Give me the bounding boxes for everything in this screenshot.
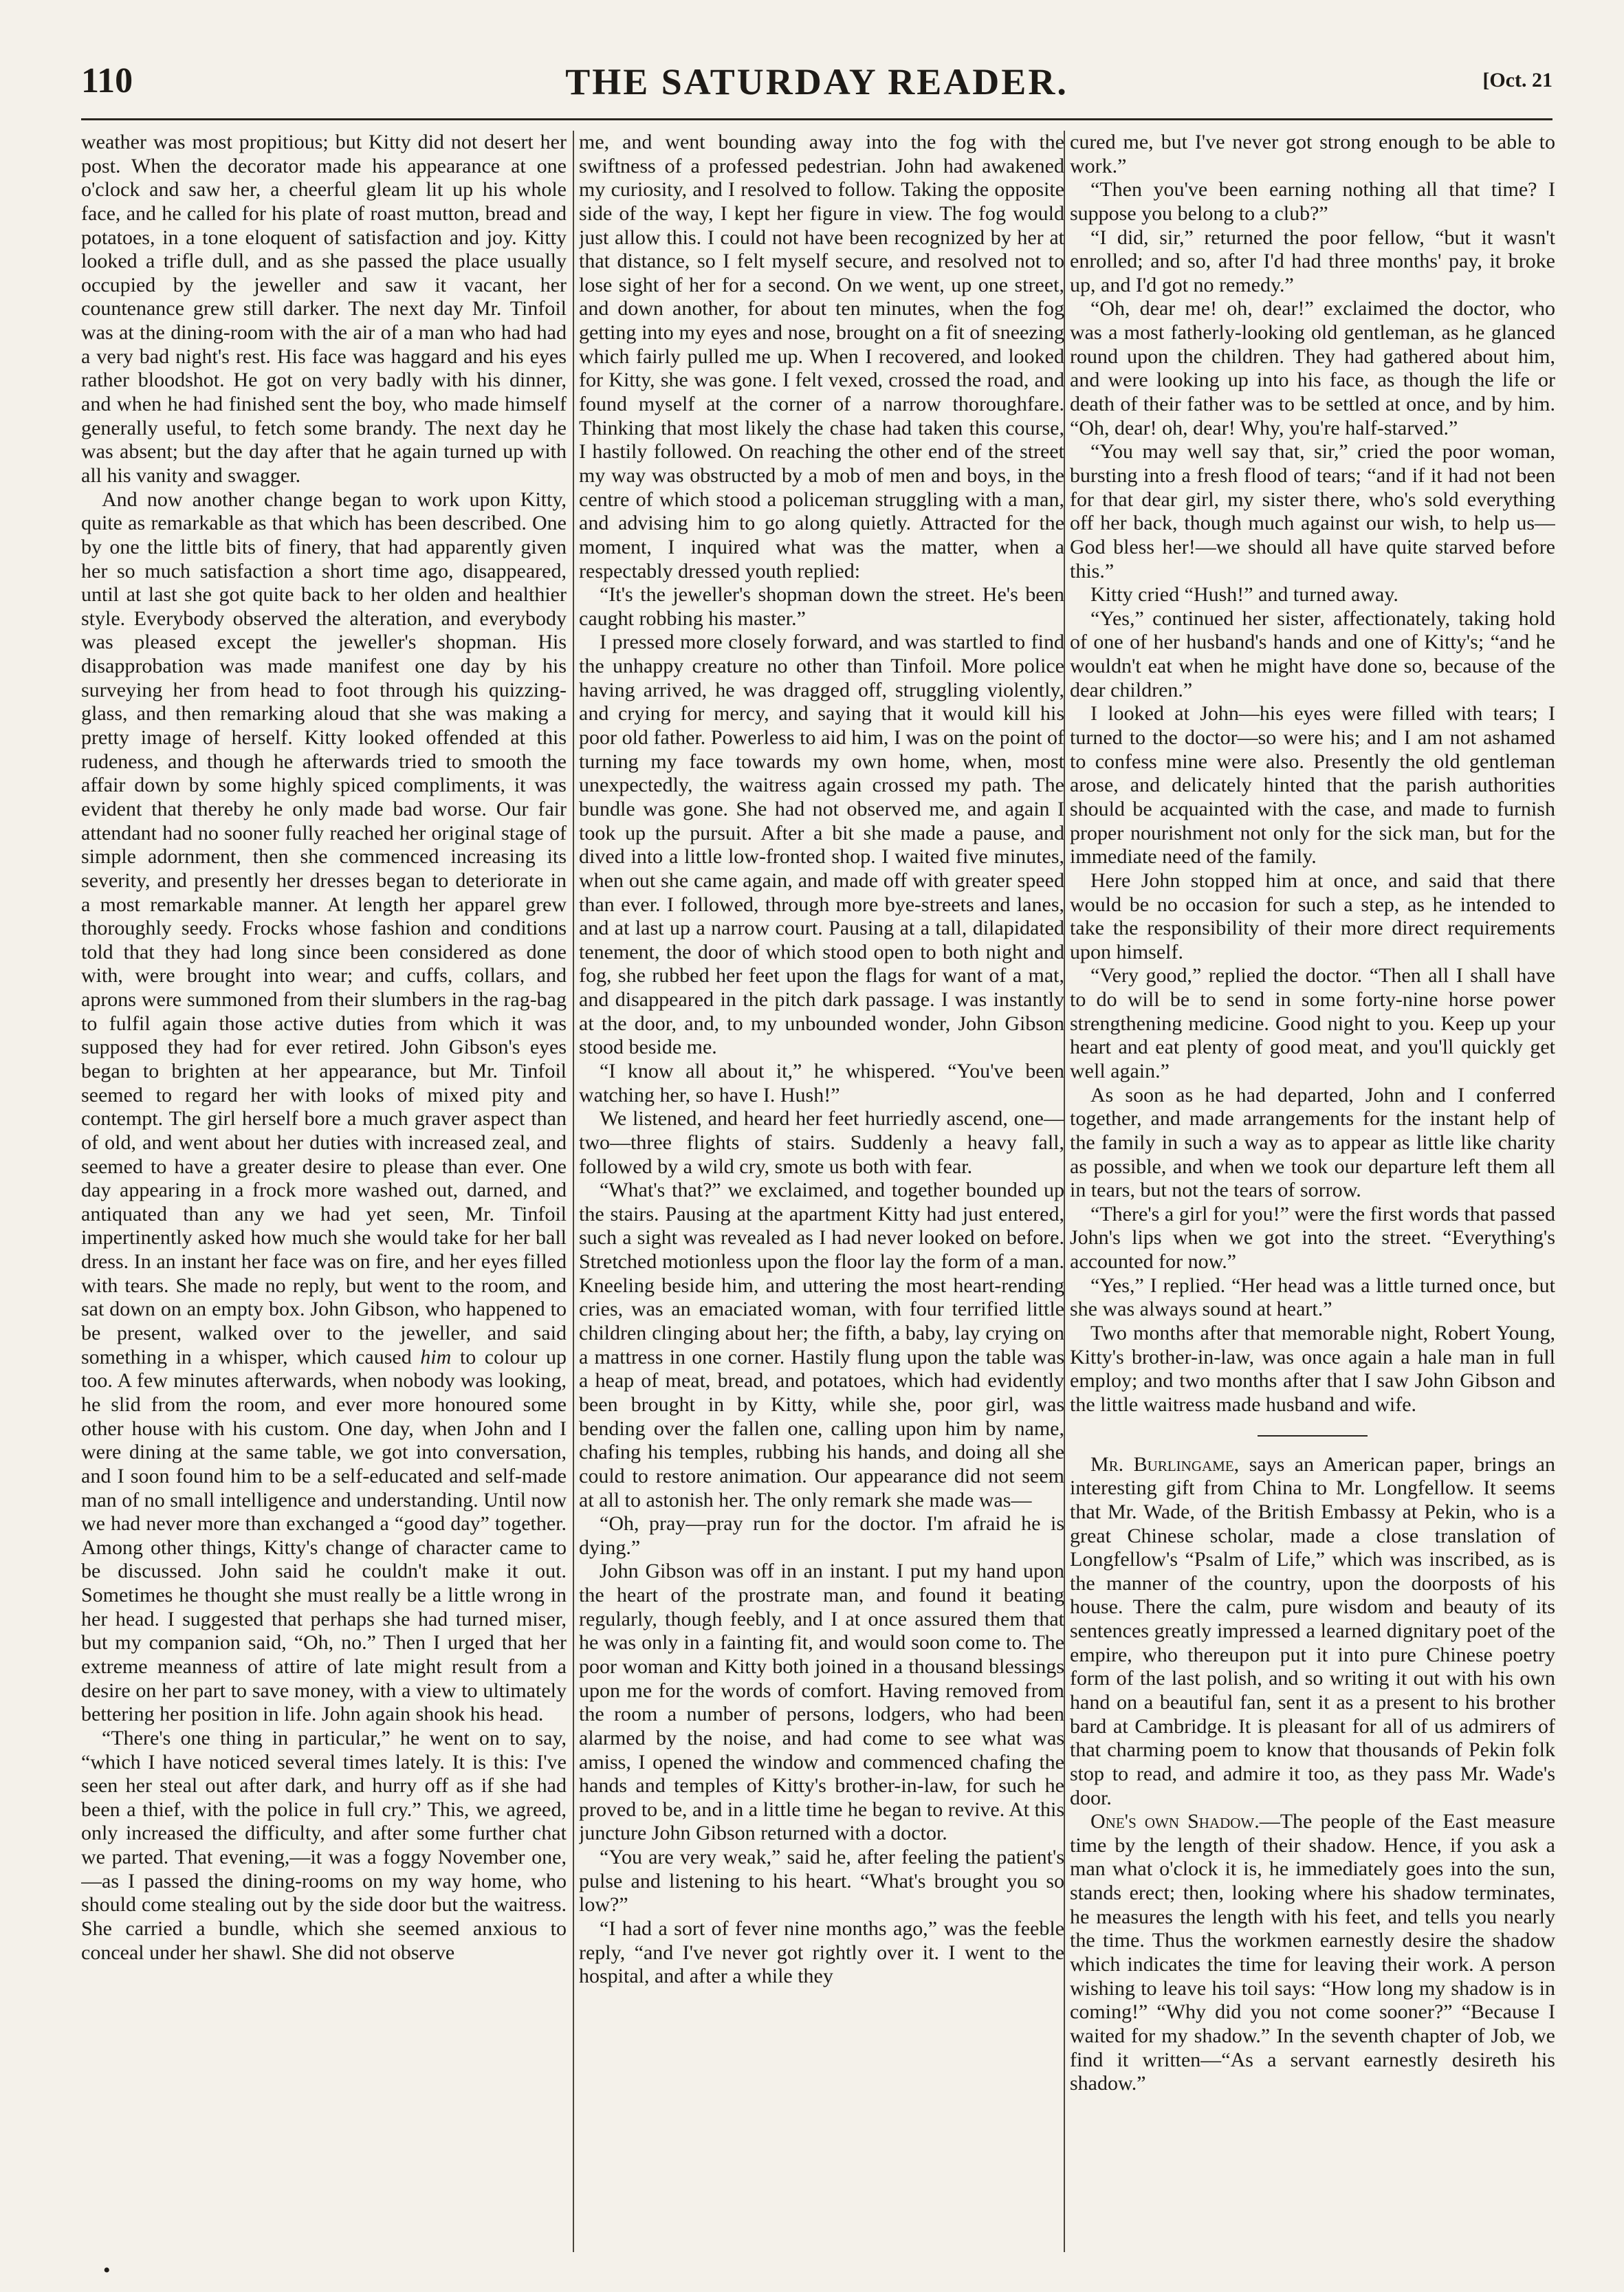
paragraph: cured me, but I've never got strong enough to be able to work.” [1070, 131, 1555, 177]
paragraph: “There's one thing in particular,” he went on to say, “which I have noticed several times lately. It is this: I've seen her steal out after dark, and hurry off as if she had been a thief, with the police in full cry.” This, we agreed, only increased the difficulty, and after some further chat we parted. That evening,—it was a foggy November one,—as I passed the dining-rooms on my way home, who should come stealing out by the side door but the waitress. She carried a bundle, which she seemed anxious to conceal under her shawl. She did not observe [81, 1726, 567, 1964]
paragraph: “Then you've been earning nothing all that time? I suppose you belong to a club?” [1070, 178, 1555, 225]
emphasis: him [420, 1345, 452, 1368]
paragraph: “Yes,” I replied. “Her head was a little turned once, but she was always sound at heart.” [1070, 1274, 1555, 1321]
paragraph: We listened, and heard her feet hurriedly ascend, one—two—three flights of stairs. Suddenly a heavy fall, followed by a wild cry, smote us both with fear. [579, 1107, 1064, 1178]
paragraph: “Yes,” continued her sister, affectionately, taking hold of one of her husband's hands and one of Kitty's; “and he wouldn't eat when he might have done so, because of the dear children.” [1070, 607, 1555, 701]
issue-date: [Oct. 21 [1482, 69, 1552, 91]
paragraph: “You may well say that, sir,” cried the poor woman, bursting into a fresh flood of tears; “and if it had not been for that dear girl, my sister there, who's sold everything off her back, though much against our wish, to help us—God bless her!—we should all have quite starved before this.” [1070, 440, 1555, 582]
paragraph: John Gibson was off in an instant. I put my hand upon the heart of the prostrate man, and found it beating regularly, though feebly, and I at once assured them that he was only in a fainting fit, and would soon come to. The poor woman and Kitty both joined in a thousand blessings upon me for the words of comfort. Having removed from the room a number of persons, lodgers, who had been alarmed by the noise, and had come to see what was amiss, I opened the window and commenced chafing the hands and temples of Kitty's brother-in-law, for such he proved to be, and in a little time he began to revive. At this juncture John Gibson returned with a doctor. [579, 1560, 1064, 1845]
column-2 [579, 131, 1064, 2252]
paragraph: “I had a sort of fever nine months ago,” was the feeble reply, “and I've never got rightly over it. I went to the hospital, and after a while they [579, 1917, 1064, 1988]
article-text: says an American paper, brings an interesting gift from China to Mr. Longfellow. It seems that Mr. Wade, of the British Embassy at Pekin, who is a great Chinese scholar, made a close translation of Longfellow's “Psalm of Life,” which was inscribed, as is the manner of the country, upon the doorposts of his house. There the calm, pure wisdom and beauty of its sentences greatly impressed a learned dignitary poet of the empire, who thereupon put it into pure Chinese poetry form of the last polish, and so writing it out with his own hand on a beautiful fan, sent it as a present to his brother bard at Cambridge. It is pleasant for all of us admirers of that charming poem to know that thousands of Pekin folk stop to read, and admire it too, as they pass Mr. Wade's door. [1070, 1452, 1555, 1809]
paragraph: “What's that?” we exclaimed, and together bounded up the stairs. Pausing at the apartment Kitty had just entered, such a sight was revealed as I had never looked on before. Stretched motionless upon the floor lay the form of a man. Kneeling beside him, and uttering the most heart-rending cries, was an emaciated woman, with four terrified little children clinging about her; the fifth, a baby, lay crying on a mattress in one corner. Hastily flung upon the table was a heap of meat, bread, and potatoes, which had evidently been brought in by Kitty, while she, poor girl, was bending over the fallen one, calling upon him by name, chafing his temples, rubbing his hands, and doing all she could to restore animation. Our appearance did not seem at all to astonish her. The only remark she made was— [579, 1179, 1064, 1511]
masthead-title: THE SATURDAY READER. [565, 61, 1068, 102]
header-rule [81, 118, 1552, 120]
paragraph: I looked at John—his eyes were filled with tears; I turned to the doctor—so were his; and I am not ashamed to confess mine were also. Presently the old gentleman arose, and delicately hinted that the parish authorities should be acquainted with the case, and made to furnish proper nourishment not only for the sick man, but for the immediate need of the family. [1070, 702, 1555, 869]
section-separator [1258, 1435, 1368, 1437]
paragraph: I pressed more closely forward, and was startled to find the unhappy creature no other than Tinfoil. More police having arrived, he was dragged off, struggling violently, and crying for mercy, and saying that it would kill his poor old father. Powerless to aid him, I was on the point of turning my face towards my own home, when, most unexpectedly, the waitress again crossed my path. The bundle was gone. She had not observed me, and again I took up the pursuit. After a bit she made a pause, and dived into a little low-fronted shop. I waited five minutes, when out she came again, and made off with greater speed than ever. I followed, through more bye-streets and lanes, and at last up a narrow court. Pausing at a tall, dilapidated tenement, the door of which stood open to both night and fog, she rubbed her feet upon the flags for want of a mat, and disappeared in the pitch dark passage. I was instantly at the door, and, to my unbounded wonder, John Gibson stood beside me. [579, 631, 1064, 1059]
column-1 [81, 131, 567, 2252]
article-lead: One's own Shadow. [1090, 1810, 1260, 1833]
paragraph-text: And now another change began to work upon Kitty, quite as remarkable as that which has been described. One by one the little bits of finery, that had apparently given her so much satisfaction a short time ago, disappeared, until at last she got quite back to her olden and healthier style. Everybody observed the alteration, and everybody was pleased except the jeweller's shopman. His disapprobation was made manifest one day by his surveying her from head to foot through his quizzing-glass, and then remarking aloud that she was making a pretty image of herself. Kitty looked offended at this rudeness, and though he afterwards tried to smooth the affair down by some highly spiced compliments, it was evident that thereby he only made bad worse. Our fair attendant had no sooner fully reached her original stage of simple adornment, then she commenced increasing its severity, and presently her dresses began to deteriorate in a most remarkable manner. At length her apparel grew thoroughly seedy. Frocks whose fashion and conditions told that they had long since been considered as done with, were brought into wear; and cuffs, collars, and aprons were summoned from their slumbers in the rag-bag to fulfil again those active duties from which it was supposed they had for ever retired. John Gibson's eyes began to brighten at her appearance, but Mr. Tinfoil seemed to regard her with looks of mixed pity and contempt. The girl herself bore a much graver aspect than of old, and went about her duties with increased zeal, and seemed to have a greater desire to please than ever. One day appearing in a frock more washed out, darned, and antiquated than any we had yet seen, Mr. Tinfoil impertinently asked how much she would take for her ball dress. In an instant her face was on fire, and her eyes filled with tears. She made no reply, but went to the room, and sat down on an empty box. John Gibson, who happened to be present, walked over to the jeweller, and said something in a whisper, which caused [81, 488, 567, 1368]
paragraph: weather was most propitious; but Kitty did not desert her post. When the decorator made his appearance at one o'clock and saw her, a cheerful gleam lit up his whole face, and he called for his plate of roast mutton, bread and potatoes, in a tone eloquent of satisfaction and joy. Kitty looked a trifle dull, and as she passed the place usually occupied by the jeweller and saw it vacant, her countenance grew still darker. The next day Mr. Tinfoil was at the dining-room with the air of a man who had had a very bad night's rest. His face was haggard and his eyes rather bloodshot. He got on very badly with his dinner, and when he had finished sent the boy, who made himself generally useful, to fetch some brandy. The next day he was absent; but the day after that he again turned up with all his vanity and swagger. [81, 131, 567, 487]
paragraph: me, and went bounding away into the fog with the swiftness of a professed pedestrian. John had awakened my curiosity, and I resolved to follow. Taking the opposite side of the way, I kept her figure in view. The fog would just allow this. I could not have been recognized by her at that distance, so I felt myself secure, and resolved not to lose sight of her for a second. On we went, up one street, and down another, for about ten minutes, when the fog getting into my eyes and nose, brought on a fit of sneezing which fairly pulled me up. When I recovered, and looked for Kitty, she was gone. I felt vexed, crossed the road, and found myself at the corner of a narrow thoroughfare. Thinking that most likely the chase had taken this course, I hastily followed. On reaching the other end of the street my way was obstructed by a mob of men and boys, in the centre of which stood a policeman struggling with a man, and advising him to go along quietly. Attracted for the moment, I inquired what was the matter, when a respectably dressed youth replied: [579, 131, 1064, 582]
footer-mark: • [103, 2259, 111, 2282]
paragraph: “You are very weak,” said he, after feeling the patient's pulse and listening to his heart. “What's brought you so low?” [579, 1846, 1064, 1917]
article-text: —The people of the East measure time by the length of their shadow. Hence, if you ask a man what o'clock it is, he immediately goes into the sun, stands erect; then, looking where his shadow terminates, he measures the length with his feet, and tells you nearly the time. Thus the workmen earnestly desire the shadow which indicates the time for leaving their work. A person wishing to leave his toil says: “How long my shadow is in coming!” “Why did you not come sooner?” “Because I waited for my shadow.” In the seventh chapter of Job, we find it written—“As a servant earnestly desireth his shadow.” [1070, 1810, 1555, 2095]
paragraph: “Oh, pray—pray run for the doctor. I'm afraid he is dying.” [579, 1512, 1064, 1559]
column-divider [573, 131, 574, 2252]
paragraph: “Oh, dear me! oh, dear!” exclaimed the doctor, who was a most fatherly-looking old gentleman, as he glanced round upon the children. They had gathered about him, and were looking up into his face, as though the life or death of their father was to be settled at once, and by him. “Oh, dear! oh, dear! Why, you're half-starved.” [1070, 297, 1555, 439]
page-number: 110 [81, 61, 133, 100]
paragraph-text: to colour up too. A few minutes afterwards, when nobody was looking, he slid from the room, and ever more honoured some other house with his custom. One day, when John and I were dining at the same table, we got into conversation, and I soon found him to be a self-educated and self-made man of no small intelligence and understanding. Until now we had never more than exchanged a “good day” together. Among other things, Kitty's change of character came to be discussed. John said he couldn't make it out. Sometimes he thought she must really be a little wrong in her head. I suggested that perhaps she had turned miser, but my companion said, “Oh, no.” Then I urged that her extreme meanness of attire of late might result from a desire on her part to save money, with a view to ultimately bettering her position in life. John again shook his head. [81, 1345, 567, 1726]
paragraph: As soon as he had departed, John and I conferred together, and made arrangements for the instant help of the family in such a way as to appear as little like charity as possible, and when we took our departure left them all in tears, but not the tears of sorrow. [1070, 1083, 1555, 1202]
paragraph: “I know all about it,” he whispered. “You've been watching her, so have I. Hush!” [579, 1059, 1064, 1106]
paragraph: “I did, sir,” returned the poor fellow, “but it wasn't enrolled; and so, after I'd had three months' pay, it broke up, and I'd got no remedy.” [1070, 226, 1555, 296]
paragraph: Here John stopped him at once, and said that there would be no occasion for such a step, as he intended to take the responsibility of their more direct requirements upon himself. [1070, 869, 1555, 963]
paragraph: Two months after that memorable night, Robert Young, Kitty's brother-in-law, was once again a hale man in full employ; and two months after that I saw John Gibson and the little waitress made husband and wife. [1070, 1322, 1555, 1416]
article-shadow [1070, 1810, 1555, 2096]
paragraph: “Very good,” replied the doctor. “Then all I shall have to do will be to send in some forty-nine horse power strengthening medicine. Good night to you. Keep up your heart and eat plenty of good meat, and you'll quickly get well again.” [1070, 964, 1555, 1082]
paragraph: “It's the jeweller's shopman down the street. He's been caught robbing his master.” [579, 583, 1064, 630]
article-lead: Mr. Burlingame, [1090, 1452, 1240, 1476]
paragraph: Kitty cried “Hush!” and turned away. [1090, 583, 1398, 607]
article-burlingame [1070, 1453, 1555, 1811]
paragraph: “There's a girl for you!” were the first words that passed John's lips when we got into the street. “Everything's accounted for now.” [1070, 1202, 1555, 1274]
column-3 [1070, 131, 1555, 2252]
paragraph [81, 488, 567, 1727]
page-header [81, 61, 1552, 109]
